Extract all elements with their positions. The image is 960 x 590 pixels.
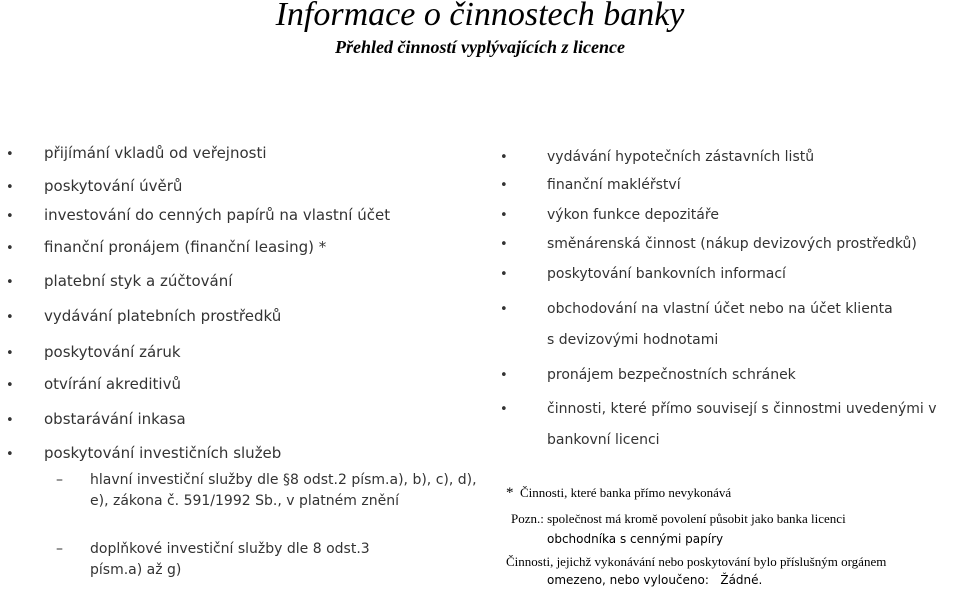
list-item: • finanční makléřství <box>500 177 681 193</box>
bullet-icon: • <box>6 275 14 290</box>
page-subtitle: Přehled činností vyplývajících z licence <box>335 37 625 57</box>
dash-icon: – <box>56 472 63 488</box>
list-item-continuation: bankovní licenci <box>547 432 660 448</box>
list-item: • obchodování na vlastní účet nebo na účet klienta <box>500 301 893 317</box>
bullet-icon: • <box>6 310 14 325</box>
list-item: • poskytování záruk <box>6 343 181 361</box>
note-other-continuation: omezeno, nebo vyloučeno: Žádné. <box>547 573 763 587</box>
list-item: • vydávání hypotečních zástavních listů <box>500 149 815 165</box>
list-item: • činnosti, které přímo souvisejí s činnostmi uvedenými v <box>500 401 937 417</box>
bullet-icon: • <box>500 302 508 317</box>
list-item: • otvírání akreditivů <box>6 375 181 393</box>
list-item: • poskytování investičních služeb <box>6 444 282 462</box>
list-item: • poskytování úvěrů <box>6 177 183 195</box>
list-item: • vydávání platebních prostředků <box>6 307 282 325</box>
page-title: Informace o činnostech banky <box>275 0 685 33</box>
bullet-icon: • <box>500 178 508 193</box>
bullet-icon: • <box>500 402 508 417</box>
sub-list-item: – doplňkové investiční služby dle 8 odst.3 písm.a) až g) <box>56 541 370 578</box>
list-item: • finanční pronájem (finanční leasing) * <box>6 238 327 256</box>
bullet-icon: • <box>6 180 14 195</box>
note-other: Činnosti, jejichž vykonávání nebo poskytování bylo příslušným orgánem <box>506 554 887 569</box>
bullet-icon: • <box>500 237 508 252</box>
note-pozn-continuation: obchodníka s cennými papíry <box>547 532 724 546</box>
sub-list-item: – hlavní investiční služby dle §8 odst.2 písm.a), b), c), d), e), zákona č. 591/1992 Sb., v platném znění <box>56 472 477 509</box>
bullet-icon: • <box>500 267 508 282</box>
bullet-icon: • <box>500 368 508 383</box>
list-item: • platební styk a zúčtování <box>6 272 233 290</box>
dash-icon: – <box>56 541 63 557</box>
bullet-icon: • <box>500 150 508 165</box>
bullet-icon: • <box>500 208 508 223</box>
note-star: * Činnosti, které banka přímo nevykonává <box>506 485 732 501</box>
bullet-icon: • <box>6 378 14 393</box>
bullet-icon: • <box>6 413 14 428</box>
bullet-icon: • <box>6 346 14 361</box>
list-item: • investování do cenných papírů na vlastní účet <box>6 206 391 224</box>
list-item-continuation: s devizovými hodnotami <box>547 332 719 348</box>
list-item: • poskytování bankovních informací <box>500 266 786 282</box>
bullet-icon: • <box>6 241 14 256</box>
list-item: • směnárenská činnost (nákup devizových prostředků) <box>500 236 917 252</box>
bullet-icon: • <box>6 209 14 224</box>
note-pozn: Pozn.: společnost má kromě povolení působit jako banka licenci <box>511 511 846 526</box>
list-item: • pronájem bezpečnostních schránek <box>500 367 796 383</box>
list-item: • výkon funkce depozitáře <box>500 207 719 223</box>
list-item: • přijímání vkladů od veřejnosti <box>6 144 267 162</box>
bullet-icon: • <box>6 447 14 462</box>
bullet-icon: • <box>6 147 14 162</box>
list-item: • obstarávání inkasa <box>6 410 186 428</box>
